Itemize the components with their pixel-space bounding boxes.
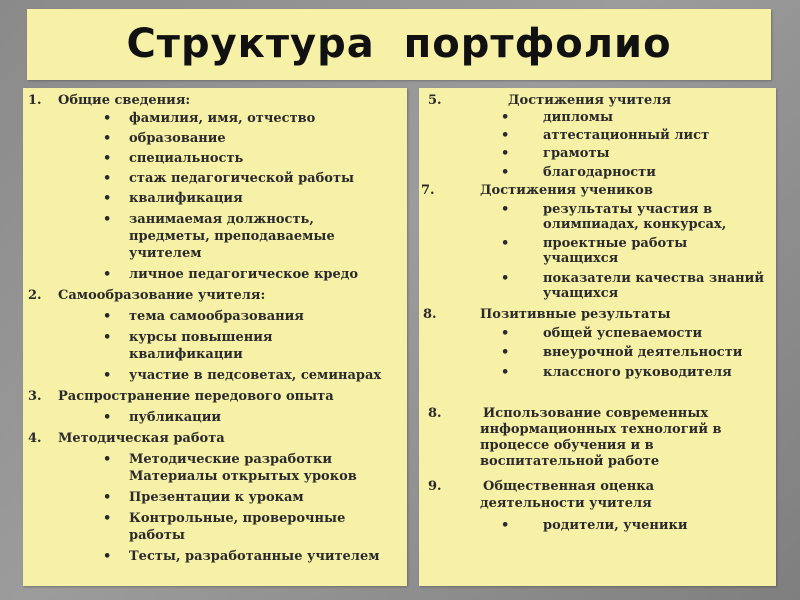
bullet-icon: • [103,368,112,383]
section-number: 1. [28,93,42,108]
bullet-icon: • [103,131,112,146]
list-item: проектные работы [543,236,688,251]
section-number: 2. [28,288,42,303]
list-item: Тесты, разработанные учителем [129,549,380,564]
list-item: аттестационный лист [543,128,710,143]
section-text: воспитательной работе [480,454,660,469]
bullet-icon: • [103,511,112,526]
section-heading: Самообразование учителя: [58,288,266,303]
bullet-icon: • [501,345,510,360]
list-item: специальность [129,151,244,166]
section-number: 5. [428,93,442,108]
section-text: Использование современных [483,406,709,421]
section-number: 8. [423,307,437,322]
list-item-continuation: предметы, преподаваемые [129,229,335,244]
bullet-icon: • [501,146,510,161]
list-item: публикации [129,410,222,425]
list-item-continuation: работы [129,528,185,543]
list-item: классного руководителя [543,365,732,380]
list-item: показатели качества знаний [543,271,764,286]
right-content-panel [419,88,776,586]
title-panel [27,9,771,80]
bullet-icon: • [501,518,510,533]
section-heading: Распространение передового опыта [58,389,334,404]
list-item-continuation: учащихся [543,251,619,266]
section-text: процессе обучения и в [480,438,654,453]
bullet-icon: • [501,365,510,380]
bullet-icon: • [103,212,112,227]
bullet-icon: • [103,267,112,282]
section-text: деятельности учителя [480,496,652,511]
section-number: 3. [28,389,42,404]
section-heading: Общие сведения: [58,93,191,108]
section-text: информационных технологий в [480,422,722,437]
list-item: курсы повышения [129,330,273,345]
bullet-icon: • [501,110,510,125]
list-item: фамилия, имя, отчество [129,111,316,126]
section-heading: Достижения учеников [480,183,653,198]
bullet-icon: • [103,111,112,126]
bullet-icon: • [103,490,112,505]
list-item: образование [129,131,226,146]
list-item: результаты участия в [543,202,713,217]
bullet-icon: • [501,165,510,180]
list-item: участие в педсоветах, семинарах [129,368,382,383]
list-item: внеурочной деятельности [543,345,743,360]
section-heading: Позитивные результаты [480,307,671,322]
list-item: стаж педагогической работы [129,171,355,186]
list-item: Контрольные, проверочные [129,511,346,526]
section-number: 4. [28,431,42,446]
bullet-icon: • [103,549,112,564]
list-item-continuation: олимпиадах, конкурсах, [543,217,727,232]
bullet-icon: • [501,202,510,217]
section-heading: Достижения учителя [508,93,672,108]
list-item-continuation: учителем [129,246,202,261]
bullet-icon: • [103,452,112,467]
list-item: общей успеваемости [543,326,703,341]
bullet-icon: • [103,171,112,186]
list-item: дипломы [543,110,613,125]
bullet-icon: • [103,410,112,425]
list-item-continuation: Материалы открытых уроков [129,469,357,484]
list-item: личное педагогическое кредо [129,267,359,282]
bullet-icon: • [103,330,112,345]
list-item-continuation: квалификации [129,347,243,362]
section-heading: Методическая работа [58,431,225,446]
list-item: родители, ученики [543,518,688,533]
section-number: 7. [421,183,435,198]
list-item: занимаемая должность, [129,212,314,227]
list-item-continuation: учащихся [543,286,619,301]
list-item: квалификация [129,191,243,206]
list-item: тема самообразования [129,309,304,324]
bullet-icon: • [501,236,510,251]
slide-title: Структура портфолио [126,21,672,67]
left-content-panel [23,88,407,586]
bullet-icon: • [501,128,510,143]
list-item: Методические разработки [129,452,332,467]
bullet-icon: • [103,309,112,324]
list-item: грамоты [543,146,610,161]
section-number: 9. [428,479,442,494]
list-item: благодарности [543,165,656,180]
bullet-icon: • [103,191,112,206]
bullet-icon: • [501,326,510,341]
list-item: Презентации к урокам [129,490,304,505]
section-number: 8. [428,406,442,421]
bullet-icon: • [103,151,112,166]
bullet-icon: • [501,271,510,286]
section-text: Общественная оценка [483,479,655,494]
